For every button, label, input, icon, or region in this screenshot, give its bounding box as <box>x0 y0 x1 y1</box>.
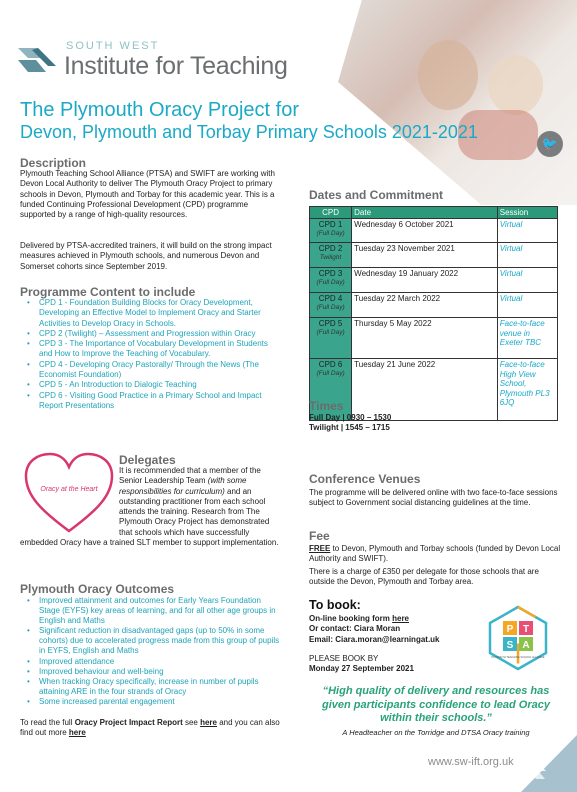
list-item: • CPD 2 (Twilight) – Assessment and Progression within Oracy <box>20 329 282 339</box>
ptsa-logo <box>486 605 550 671</box>
book-by-label: PLEASE BOOK BY <box>309 654 379 663</box>
report-title: Oracy Project Impact Report <box>74 718 183 727</box>
programme-heading: Programme Content to include <box>20 285 196 299</box>
ptsa-caption: PLYMOUTH TEACHING SCHOOL ALLIANCE <box>491 656 545 659</box>
delegates-heading: Delegates <box>119 453 176 467</box>
delegates-text-b: and an outstanding practitioner from each school attends the training. Research from The Plymouth Oracy Project has demonstrated that schools which have successfully <box>119 486 270 537</box>
list-item: • CPD 3 - The Importance of Vocabulary Development in Students and How to Improve the Teaching of Vocabulary. <box>20 339 282 360</box>
table-row <box>310 243 558 268</box>
testimonial-quote: “High quality of delivery and resources has given participants confidence to lead Oracy within their schools.” <box>321 685 550 724</box>
list-item: • CPD 1 - Foundation Building Blocks for Oracy Development, Developing an Effective Model to Implement Oracy and Starter Activities to Develop Oracy in Schools. <box>20 298 282 329</box>
ptsa-letter-s: S <box>506 640 514 651</box>
list-item: • CPD 5 - An Introduction to Dialogic Teaching <box>20 380 282 390</box>
session-cell: Virtual <box>497 268 557 293</box>
delegates-text-em: (with some responsibilities for curriculum) <box>119 476 247 496</box>
read-mid: see <box>182 718 201 727</box>
footer-url[interactable]: www.sw-ift.org.uk <box>428 756 514 768</box>
swift-small-logo-icon <box>531 762 553 784</box>
session-cell: Face-to-face venue in Exeter TBC <box>497 318 557 359</box>
programme-list <box>20 298 282 411</box>
fee-paragraph-2: There is a charge of £350 per delegate for those schools that are outside the Devon, Plymouth and Torbay area. <box>309 567 539 587</box>
booking-form-link[interactable]: here <box>392 614 410 623</box>
read-more-text <box>20 718 282 739</box>
column-header-session: Session <box>497 207 557 219</box>
list-item: • When tracking Oracy specifically, increase in number of pupils attaining ARE in the four strands of Oracy <box>20 677 282 697</box>
cpd-number: CPD 6 <box>318 360 343 369</box>
conference-heading: Conference Venues <box>309 472 421 486</box>
cpd-duration: (Full Day) <box>316 370 345 377</box>
book-by-date: Monday 27 September 2021 <box>309 664 414 674</box>
outcomes-list <box>20 596 282 707</box>
fee-heading: Fee <box>309 529 330 543</box>
delegates-text-c: embedded Oracy have a trained SLT member to support implementation. <box>20 538 279 548</box>
conference-text: The programme will be delivered online with two face-to-face sessions subject to Government social distancing guidelines at the time. <box>309 488 558 508</box>
delegates-text-a: It is recommended that a member of the Senior Leadership Team <box>119 466 261 486</box>
title-line-1: The Plymouth Oracy Project for <box>20 99 299 121</box>
times-heading: Times <box>309 399 344 413</box>
title-line-2: Devon, Plymouth and Torbay Primary Schools 2021-2021 <box>20 122 478 142</box>
cpd-duration: (Full Day) <box>316 329 345 336</box>
cpd-cell <box>310 268 352 293</box>
report-link[interactable]: here <box>200 718 217 727</box>
header-photo <box>338 0 577 205</box>
date-cell: Tuesday 21 June 2022 <box>352 359 498 421</box>
cpd-duration: Twilight <box>319 254 342 261</box>
twilight-time: Twilight | 1545 – 1715 <box>309 423 390 433</box>
description-heading: Description <box>20 156 87 170</box>
logo-name: Institute for Teaching <box>64 52 288 80</box>
cpd-number: CPD 3 <box>318 269 343 278</box>
testimonial-attribution: A Headteacher on the Torridge and DTSA Oracy training <box>342 728 530 737</box>
dates-heading: Dates and Commitment <box>309 188 444 202</box>
email-line[interactable]: Email: Ciara.moran@learningat.uk <box>309 634 440 644</box>
list-item: • CPD 4 - Developing Oracy Pastorally/ Through the News (The Economist Foundation) <box>20 360 282 381</box>
cpd-cell <box>310 219 352 243</box>
booking-details <box>309 614 479 645</box>
cpd-duration: (Full Day) <box>316 279 345 286</box>
cpd-number: CPD 4 <box>318 294 343 303</box>
delegates-indented-text <box>20 466 284 538</box>
date-cell: Tuesday 22 March 2022 <box>352 293 498 318</box>
cpd-number: CPD 1 <box>318 220 343 229</box>
list-item: • Significant reduction in disadvantaged gaps (up to 50% in some cohorts) due to accelerated progress made from this group of pupils in EYFS, English and Maths <box>20 626 282 656</box>
swift-logo <box>18 40 318 80</box>
heart-label: Oracy at the Heart <box>40 486 98 493</box>
cpd-cell <box>310 243 352 268</box>
read-prefix: To read the full <box>20 718 75 727</box>
contact-line: Or contact: Ciara Moran <box>309 624 401 634</box>
session-cell: Virtual <box>497 243 557 268</box>
fee-text: to Devon, Plymouth and Torbay schools (funded by Devon Local Authority and SWIFT). <box>309 544 561 564</box>
list-item: • Improved attainment and outcomes for Early Years Foundation Stage (EYFS) key areas of learning, and for all other age groups in English and Maths <box>20 596 282 626</box>
book-by-block <box>309 654 479 675</box>
cpd-number: CPD 5 <box>318 319 343 328</box>
fee-paragraph-1 <box>309 544 561 565</box>
ptsa-letter-t: T <box>522 624 530 635</box>
ptsa-letter-p: P <box>506 624 514 635</box>
table-header-row <box>310 207 558 219</box>
swift-logo-mark-icon <box>18 40 56 80</box>
cpd-number: CPD 2 <box>318 244 343 253</box>
outcomes-heading: Plymouth Oracy Outcomes <box>20 582 175 596</box>
logo-region: SOUTH WEST <box>66 40 160 52</box>
table-row <box>310 219 558 243</box>
twitter-icon[interactable]: 🐦 <box>537 131 563 157</box>
delegates-paragraph <box>20 466 284 548</box>
session-cell: Face-to-face High View School, Plymouth PL3 6JQ <box>497 359 557 421</box>
cpd-duration: (Full Day) <box>316 304 345 311</box>
description-paragraph-1: Plymouth Teaching School Alliance (PTSA) and SWIFT are working with Devon Local Authority to deliver The Plymouth Oracy Project to primary schools in Devon, Plymouth and Torbay for this academic year. This is a funded Continuing Professional Development (CPD) programme supported by a range of high-quality resources. <box>20 169 275 220</box>
list-item: • CPD 6 - Visiting Good Practice in a Primary School and Impact Report Presentations <box>20 391 282 412</box>
table-row <box>310 318 558 359</box>
read-suffix: and you can also find out more <box>20 718 280 738</box>
date-cell: Wednesday 19 January 2022 <box>352 268 498 293</box>
booking-heading: To book: <box>309 598 361 612</box>
list-item: • Some increased parental engagement <box>20 697 282 707</box>
free-link[interactable]: FREE <box>309 544 331 553</box>
column-header-date: Date <box>352 207 498 219</box>
table-row <box>310 268 558 293</box>
full-day-time: Full Day | 0930 – 1530 <box>309 413 392 422</box>
list-item: • Improved attendance <box>20 657 282 667</box>
cpd-cell <box>310 293 352 318</box>
column-header-cpd: CPD <box>310 207 352 219</box>
session-cell: Virtual <box>497 293 557 318</box>
photo-figure <box>488 55 543 115</box>
online-booking-label: On-line booking form <box>309 614 393 623</box>
list-item: • Improved behaviour and well-being <box>20 667 282 677</box>
cpd-cell <box>310 318 352 359</box>
ptsa-letter-a: A <box>522 640 530 651</box>
times-text <box>309 413 391 434</box>
table-row <box>310 293 558 318</box>
description-paragraph-2: Delivered by PTSA-accredited trainers, it will build on the strong impact measures achieved in Plymouth schools, and numerous Devon and Somerset cohorts since September 2019. <box>20 241 272 271</box>
date-cell: Wednesday 6 October 2021 <box>352 219 498 243</box>
date-cell: Tuesday 23 November 2021 <box>352 243 498 268</box>
session-cell: Virtual <box>497 219 557 243</box>
cpd-duration: (Full Day) <box>316 230 345 237</box>
dates-table <box>309 206 558 421</box>
table-row <box>310 359 558 421</box>
date-cell: Thursday 5 May 2022 <box>352 318 498 359</box>
photo-figure <box>418 40 478 110</box>
find-out-more-link[interactable]: here <box>68 728 86 738</box>
online-booking-line <box>309 614 479 624</box>
